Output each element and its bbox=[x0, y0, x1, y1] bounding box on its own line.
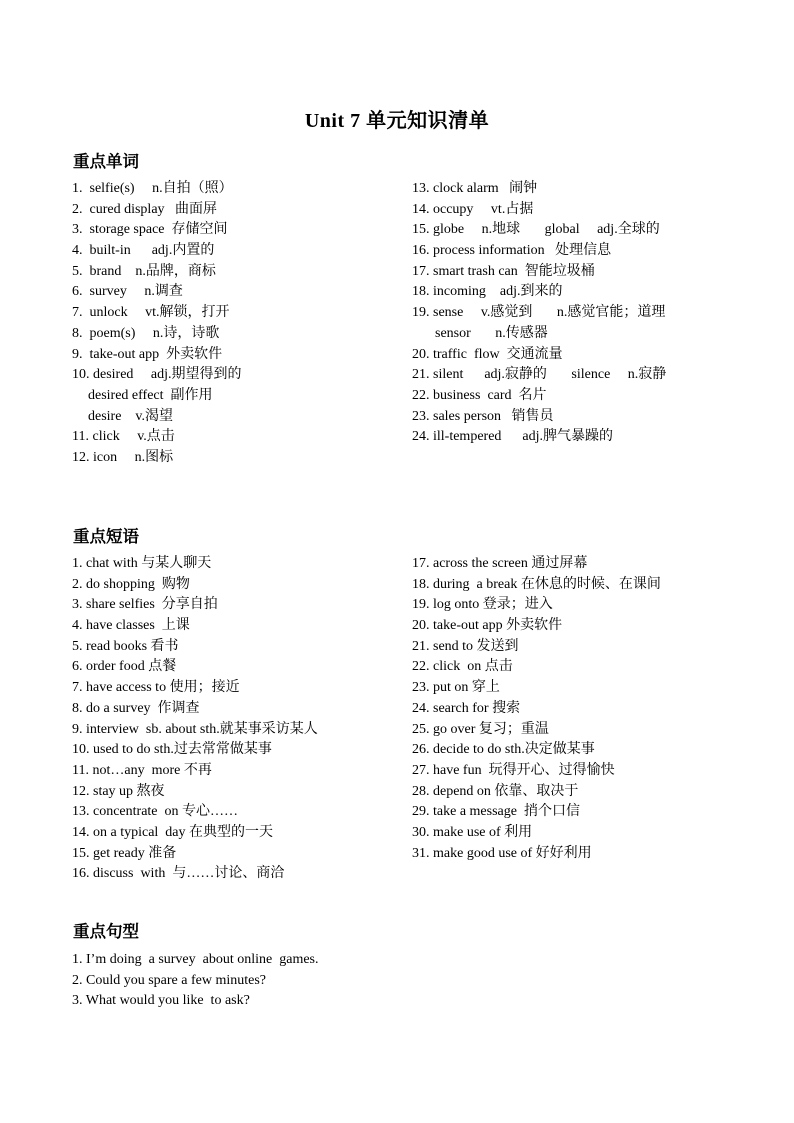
section-heading-phrases: 重点短语 bbox=[73, 527, 139, 546]
phrase-item: 26. decide to do sth.决定做某事 bbox=[412, 742, 595, 758]
phrase-item: 29. take a message 捎个口信 bbox=[412, 804, 580, 820]
phrase-item: 28. depend on 依靠、取决于 bbox=[412, 783, 579, 799]
phrase-item: 21. send to 发送到 bbox=[412, 638, 519, 654]
phrase-item: 15. get ready 准备 bbox=[72, 845, 177, 861]
word-item: 14. occupy vt.占据 bbox=[412, 201, 534, 217]
page-title: Unit 7 单元知识清单 bbox=[304, 110, 490, 132]
phrase-item: 25. go over 复习；重温 bbox=[412, 721, 549, 737]
word-item: 20. traffic flow 交通流量 bbox=[412, 346, 563, 362]
phrase-item: 9. interview sb. about sth.就某事采访某人 bbox=[72, 721, 318, 737]
word-item: 11. click v.点击 bbox=[72, 429, 175, 445]
word-item: 18. incoming adj.到来的 bbox=[412, 284, 563, 300]
section-heading-sentences: 重点句型 bbox=[73, 922, 139, 941]
phrase-item: 11. not…any more 不再 bbox=[72, 762, 212, 778]
section-heading-words: 重点单词 bbox=[73, 152, 139, 171]
word-subitem: desired effect 副作用 bbox=[88, 387, 213, 403]
phrase-item: 20. take-out app 外卖软件 bbox=[412, 618, 563, 634]
phrase-item: 13. concentrate on 专心…… bbox=[72, 804, 239, 820]
phrase-item: 8. do a survey 作调查 bbox=[72, 700, 200, 716]
phrase-item: 27. have fun 玩得开心、过得愉快 bbox=[412, 762, 615, 778]
phrases-right-column bbox=[412, 554, 772, 864]
phrase-item: 16. discuss with 与……讨论、商洽 bbox=[72, 866, 285, 882]
phrase-item: 30. make use of 利用 bbox=[412, 824, 533, 840]
phrases-left-column bbox=[72, 554, 402, 885]
word-item: 9. take-out app 外卖软件 bbox=[72, 346, 223, 362]
words-left-column bbox=[72, 179, 402, 469]
phrase-item: 3. share selfies 分享自拍 bbox=[72, 597, 218, 613]
sentence-item: 3. What would you like to ask? bbox=[72, 993, 250, 1009]
sentence-item: 2. Could you spare a few minutes? bbox=[72, 972, 267, 988]
phrase-item: 12. stay up 熬夜 bbox=[72, 783, 165, 799]
word-item: 8. poem(s) n.诗，诗歌 bbox=[72, 325, 220, 341]
word-item: 21. silent adj.寂静的 silence n.寂静 bbox=[412, 367, 667, 383]
word-subitem: sensor n.传感器 bbox=[435, 325, 548, 341]
word-item: 23. sales person 销售员 bbox=[412, 408, 554, 424]
phrase-item: 5. read books 看书 bbox=[72, 638, 179, 654]
word-subitem: desire v.渴望 bbox=[88, 408, 174, 424]
phrase-item: 14. on a typical day 在典型的一天 bbox=[72, 824, 274, 840]
phrase-item: 2. do shopping 购物 bbox=[72, 576, 190, 592]
word-item: 19. sense v.感觉到 n.感觉官能；道理 bbox=[412, 305, 666, 321]
phrase-item: 7. have access to 使用；接近 bbox=[72, 680, 240, 696]
word-item: 3. storage space 存储空间 bbox=[72, 222, 228, 238]
phrase-item: 10. used to do sth.过去常常做某事 bbox=[72, 742, 272, 758]
word-item: 10. desired adj.期望得到的 bbox=[72, 367, 242, 383]
word-item: 12. icon n.图标 bbox=[72, 449, 174, 465]
word-item: 2. cured display 曲面屏 bbox=[72, 201, 218, 217]
word-item: 24. ill-tempered adj.脾气暴躁的 bbox=[412, 429, 614, 445]
word-item: 5. brand n.品牌，商标 bbox=[72, 263, 216, 279]
word-item: 17. smart trash can 智能垃圾桶 bbox=[412, 263, 595, 279]
words-right-column bbox=[412, 179, 772, 448]
phrase-item: 18. during a break 在休息的时候、在课间 bbox=[412, 576, 661, 592]
phrase-item: 22. click on 点击 bbox=[412, 659, 513, 675]
phrase-item: 17. across the screen 通过屏幕 bbox=[412, 556, 588, 571]
word-item: 13. clock alarm 闹钟 bbox=[412, 181, 538, 196]
phrase-item: 24. search for 搜索 bbox=[412, 700, 521, 716]
word-item: 15. globe n.地球 global adj.全球的 bbox=[412, 222, 660, 238]
word-item: 7. unlock vt.解锁，打开 bbox=[72, 305, 230, 321]
phrase-item: 6. order food 点餐 bbox=[72, 659, 177, 675]
phrase-item: 1. chat with 与某人聊天 bbox=[72, 556, 212, 571]
phrase-item: 19. log onto 登录；进入 bbox=[412, 597, 553, 613]
word-item: 6. survey n.调查 bbox=[72, 284, 183, 300]
phrase-item: 23. put on 穿上 bbox=[412, 680, 500, 696]
phrase-item: 4. have classes 上课 bbox=[72, 618, 190, 634]
word-item: 1. selfie(s) n.自拍（照） bbox=[72, 181, 233, 196]
sentences-column bbox=[72, 950, 572, 1012]
sentence-item: 1. I’m doing a survey about online games. bbox=[72, 952, 319, 967]
word-item: 16. process information 处理信息 bbox=[412, 243, 612, 259]
word-item: 4. built-in adj.内置的 bbox=[72, 243, 215, 259]
word-item: 22. business card 名片 bbox=[412, 387, 547, 403]
phrase-item: 31. make good use of 好好利用 bbox=[412, 845, 592, 861]
